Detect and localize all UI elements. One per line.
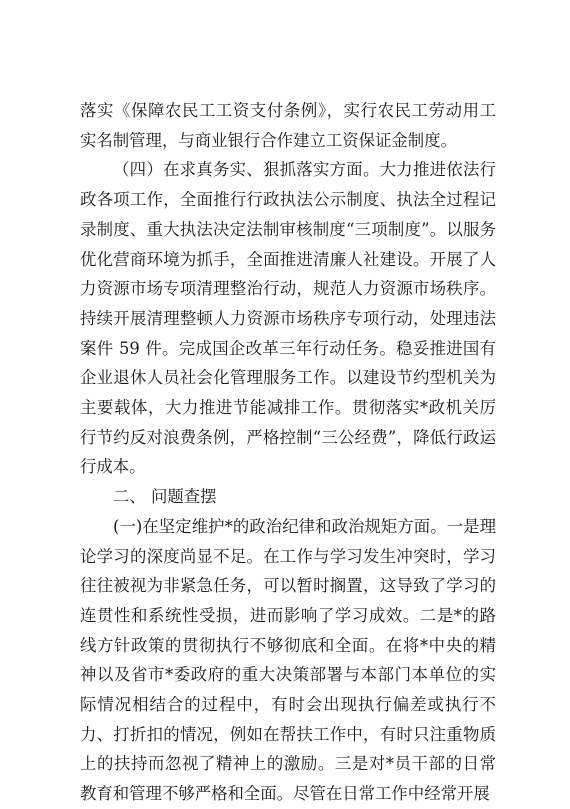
section-heading: 二、 问题查摆 — [113, 487, 217, 507]
paragraph-wage-payment: 落实《保障农民工工资支付条例》，实行农民工劳动用工实名制管理，与商业银行合作建立工资保证金制度。 — [80, 101, 496, 150]
paragraph-section-four: （四）在求真务实、狠抓落实方面。大力推进依法行政各项工作，全面推行行政执法公示制度、执法全过程记录制度、重大执法决定法制审核制度“三项制度”。以服务优化营商环境为抓手，全面推进清廉人社建设。开展了人力资源市场专项清理整治行动，规范人力资源市场秩序。持续开展清理整顿人力资源市场秩序专项行动，处理违法案件 59 件。完成国企改革三年行动任务。稳妥推进国有企业退休人员社会化管理服务工作。以建设节约型机关为主要载体，大力推进节能减排工作。贯彻落实*政机关厉行节约反对浪费条例，严格控制“三公经费”，降低行政运行成本。 — [80, 160, 496, 477]
document-body — [80, 96, 496, 809]
paragraph-problem-one: (一)在坚定维护*的政治纪律和政治规矩方面。一是理论学习的深度尚显不足。在工作与学习发生冲突时，学习往往被视为非紧急任务，可以暂时搁置，这导致了学习的连贯性和系统性受损，进而影响了学习成效。二是*的路线方针政策的贯彻执行不够彻底和全面。在将*中央的精神以及省市*委政府的重大决策部署与本部门本单位的实际情况相结合的过程中，有时会出现执行偏差或执行不力、打折扣的情况，例如在帮扶工作中，有时只注重物质上的扶持而忽视了精神上的激励。三是对*员干部的日常教育和管理不够严格和全面。尽管在日常工作中经常开展 — [80, 516, 496, 804]
